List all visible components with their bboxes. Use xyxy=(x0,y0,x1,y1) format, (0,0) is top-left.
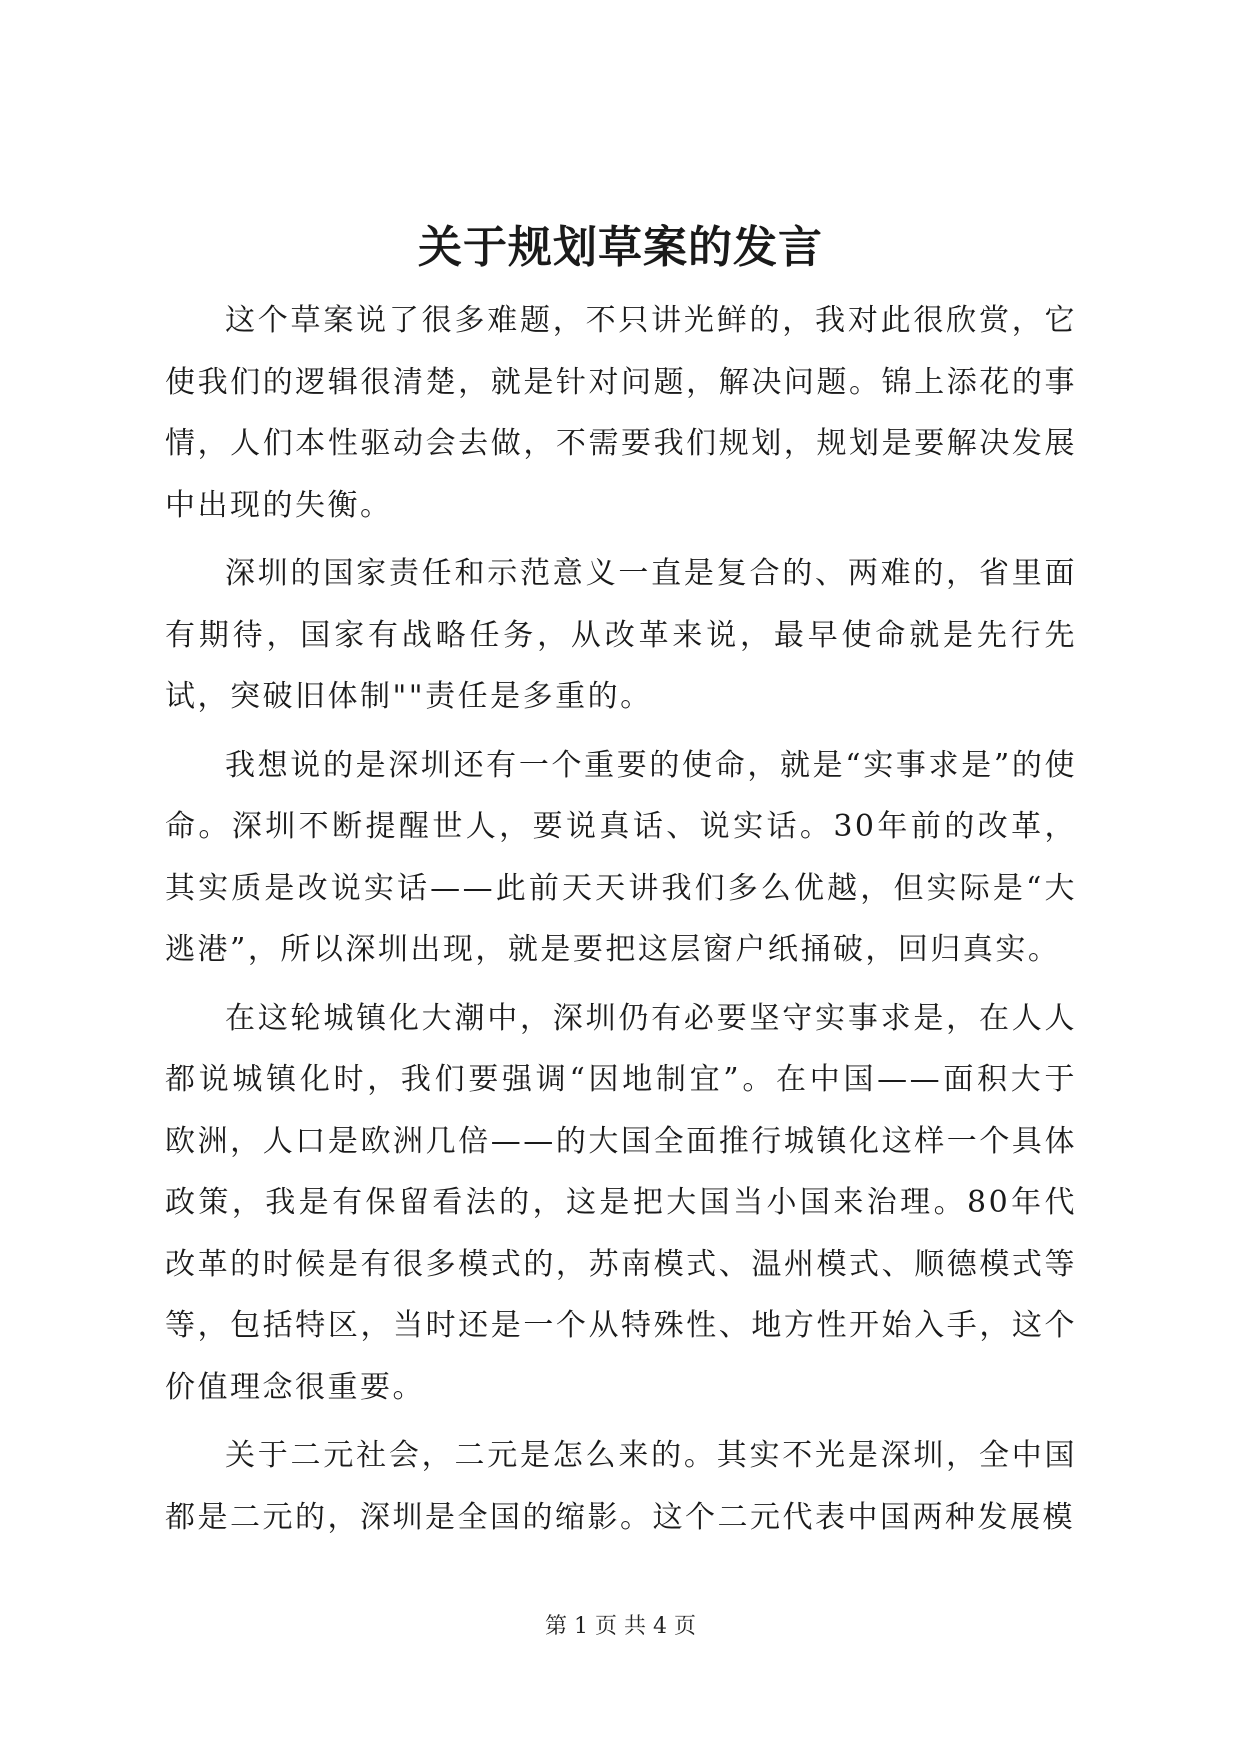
paragraph: 关于二元社会，二元是怎么来的。其实不光是深圳，全中国都是二元的，深圳是全国的缩影。这个二元代表中国两种发展模 xyxy=(165,1438,1077,1535)
document-title: 关于规划草案的发言 xyxy=(418,222,823,273)
paragraph: 深圳的国家责任和示范意义一直是复合的、两难的，省里面有期待，国家有战略任务，从改革来说，最早使命就是先行先试，突破旧体制""责任是多重的。 xyxy=(165,556,1077,714)
paragraph: 在这轮城镇化大潮中，深圳仍有必要坚守实事求是，在人人都说城镇化时，我们要强调“因地制宜”。在中国——面积大于欧洲，人口是欧洲几倍——的大国全面推行城镇化这样一个具体政策，我是有保留看法的，这是把大国当小国来治理。80年代改革的时候是有很多模式的，苏南模式、温州模式、顺德模式等等，包括特区，当时还是一个从特殊性、地方性开始入手，这个价值理念很重要。 xyxy=(165,1000,1077,1405)
paragraph: 我想说的是深圳还有一个重要的使命，就是“实事求是”的使命。深圳不断提醒世人，要说真话、说实话。30年前的改革，其实质是改说实话——此前天天讲我们多么优越，但实际是“大逃港”，所以深圳出现，就是要把这层窗户纸捅破，回归真实。 xyxy=(165,747,1077,967)
page-number-footer: 第 1 页 共 4 页 xyxy=(545,1614,696,1639)
paragraph: 这个草案说了很多难题，不只讲光鲜的，我对此很欣赏，它使我们的逻辑很清楚，就是针对问题，解决问题。锦上添花的事情，人们本性驱动会去做，不需要我们规划，规划是要解决发展中出现的失衡。 xyxy=(165,303,1077,523)
document-body xyxy=(165,290,1077,1555)
